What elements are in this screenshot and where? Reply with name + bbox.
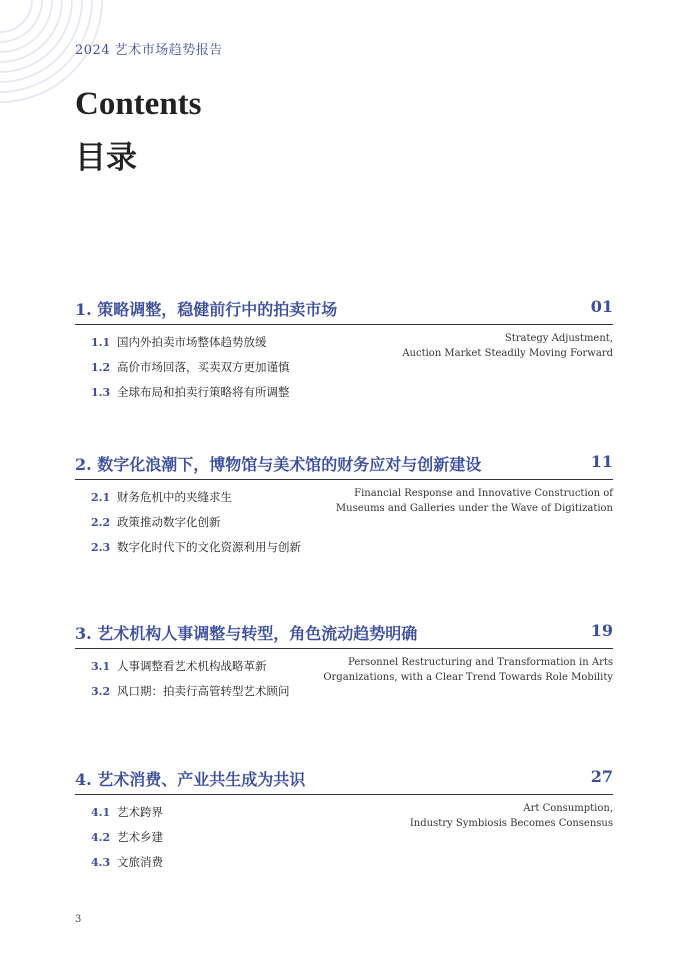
section-english-subtitle: [410, 801, 613, 831]
item-number: 1.2: [91, 361, 111, 374]
item-number: 4.2: [91, 831, 111, 844]
section-english-subtitle: [336, 486, 613, 516]
section-page-number[interactable]: 19: [590, 621, 613, 640]
item-number: 3.1: [91, 660, 111, 673]
item-label: 风口期：拍卖行高管转型艺术顾问: [117, 684, 290, 698]
concentric-arcs-decoration: [0, 0, 110, 150]
subtitle-line: Financial Response and Innovative Construction of: [354, 488, 613, 499]
item-label: 政策推动数字化创新: [117, 515, 221, 529]
subtitle-line: Strategy Adjustment,: [504, 333, 613, 344]
toc-section-2[interactable]: [75, 452, 613, 554]
item-label: 艺术跨界: [117, 805, 163, 819]
section-english-subtitle: [402, 331, 613, 361]
subtitle-line: Art Consumption,: [523, 803, 613, 814]
toc-item-2-3[interactable]: [91, 539, 301, 564]
toc-item-3-1[interactable]: [91, 658, 290, 683]
item-number: 1.3: [91, 386, 111, 399]
toc-section-3[interactable]: [75, 621, 613, 698]
section-divider: [75, 648, 613, 649]
item-number: 2.2: [91, 516, 111, 529]
subsection-list: [91, 334, 290, 409]
page-title-en: Contents: [75, 86, 202, 122]
toc-item-1-2[interactable]: [91, 359, 290, 384]
toc-section-1[interactable]: [75, 297, 613, 399]
section-divider: [75, 794, 613, 795]
item-label: 高价市场回落，买卖双方更加谨慎: [117, 360, 290, 374]
section-page-number[interactable]: 11: [590, 452, 613, 471]
section-title[interactable]: 4. 艺术消费、产业共生成为共识: [75, 770, 306, 789]
section-divider: [75, 324, 613, 325]
toc-item-1-3[interactable]: [91, 384, 290, 409]
toc-item-3-2[interactable]: [91, 683, 290, 708]
toc-item-2-1[interactable]: [91, 489, 301, 514]
item-label: 艺术乡建: [117, 830, 163, 844]
subsection-list: [91, 804, 163, 879]
subtitle-line: Auction Market Steadily Moving Forward: [402, 348, 613, 359]
subsection-list: [91, 489, 301, 564]
toc-item-4-1[interactable]: [91, 804, 163, 829]
section-title[interactable]: 2. 数字化浪潮下，博物馆与美术馆的财务应对与创新建设: [75, 455, 482, 474]
section-title[interactable]: 3. 艺术机构人事调整与转型，角色流动趋势明确: [75, 624, 418, 643]
item-label: 人事调整看艺术机构战略革新: [117, 659, 267, 673]
page-title-zh: 目录: [75, 140, 137, 176]
item-number: 4.1: [91, 806, 111, 819]
item-label: 全球布局和拍卖行策略将有所调整: [117, 385, 290, 399]
subsection-list: [91, 658, 290, 708]
subtitle-line: Museums and Galleries under the Wave of Digitization: [335, 503, 613, 514]
footer-page-number: 3: [75, 914, 82, 925]
toc-section-4[interactable]: [75, 767, 613, 869]
section-title[interactable]: 1. 策略调整，稳健前行中的拍卖市场: [75, 300, 338, 319]
subtitle-line: Industry Symbiosis Becomes Consensus: [409, 818, 613, 829]
subtitle-line: Organizations, with a Clear Trend Towards Role Mobility: [323, 672, 613, 683]
section-page-number[interactable]: 01: [590, 297, 613, 316]
toc-item-1-1[interactable]: [91, 334, 290, 359]
toc-item-2-2[interactable]: [91, 514, 301, 539]
item-label: 国内外拍卖市场整体趋势放缓: [117, 335, 267, 349]
item-number: 3.2: [91, 685, 111, 698]
item-number: 2.3: [91, 541, 111, 554]
toc-item-4-3[interactable]: [91, 854, 163, 879]
item-label: 数字化时代下的文化资源利用与创新: [117, 540, 301, 554]
section-page-number[interactable]: 27: [590, 767, 613, 786]
report-header-title: 2024 艺术市场趋势报告: [75, 43, 223, 58]
item-number: 2.1: [91, 491, 111, 504]
item-label: 财务危机中的夹缝求生: [117, 490, 232, 504]
subtitle-line: Personnel Restructuring and Transformation in Arts: [348, 657, 613, 668]
item-number: 1.1: [91, 336, 111, 349]
section-english-subtitle: [323, 655, 613, 685]
item-number: 4.3: [91, 856, 111, 869]
toc-item-4-2[interactable]: [91, 829, 163, 854]
section-divider: [75, 479, 613, 480]
item-label: 文旅消费: [117, 855, 163, 869]
